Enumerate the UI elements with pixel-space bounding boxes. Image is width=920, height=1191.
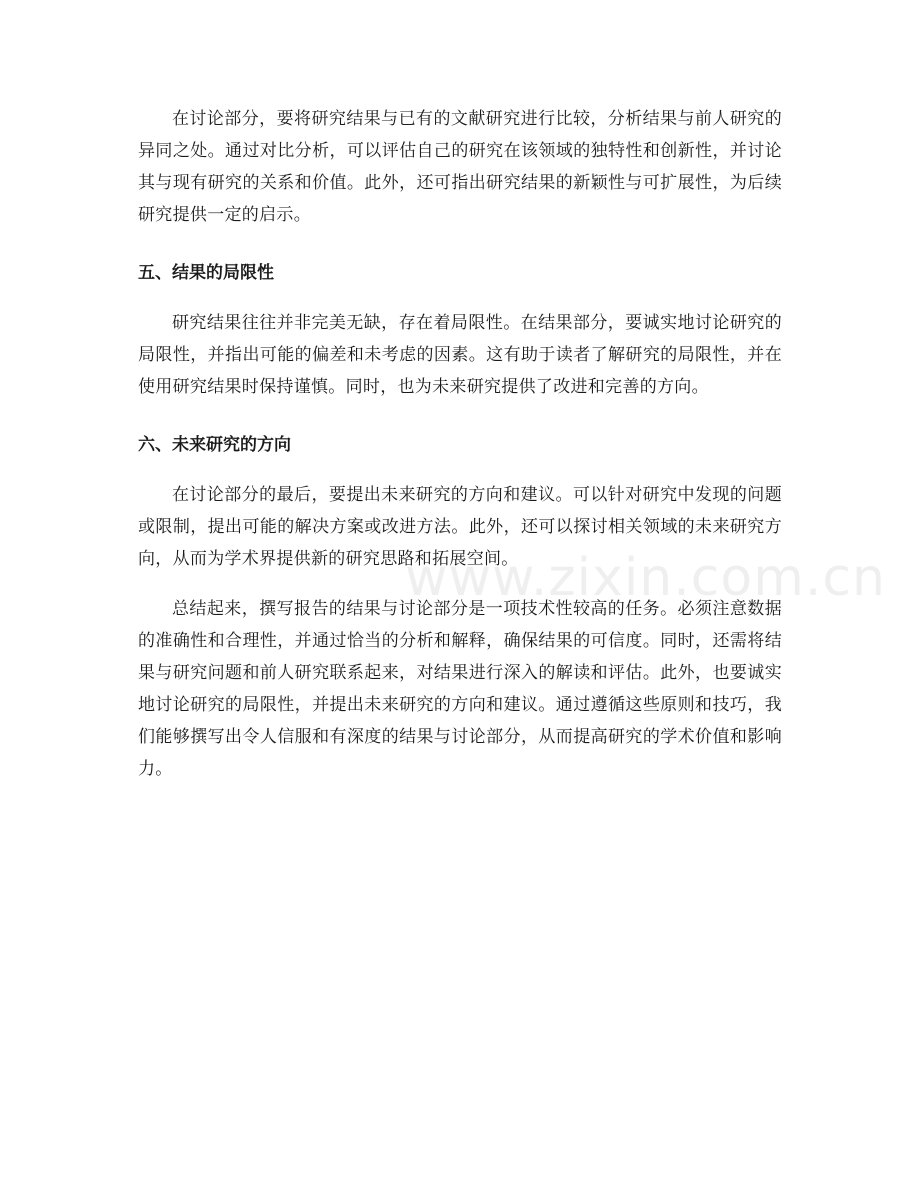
section-heading-future-research: 六、未来研究的方向	[138, 435, 291, 455]
paragraph-summary: 总结起来，撰写报告的结果与讨论部分是一项技术性较高的任务。必须注意数据的准确性和合理性，并通过恰当的分析和解释，确保结果的可信度。同时，还需将结果与研究问题和前人研究联系起来，对结果进行深入的解读和评估。此外，也要诚实地讨论研究的局限性，并提出未来研究的方向和建议。通过遵循这些原则和技巧，我们能够撰写出令人信服和有深度的结果与讨论部分，从而提高研究的学术价值和影响力。	[138, 599, 782, 779]
spacer	[138, 231, 782, 257]
document-page	[138, 103, 782, 785]
section-heading-limitations: 五、结果的局限性	[138, 263, 274, 283]
spacer	[138, 289, 782, 307]
spacer	[138, 461, 782, 479]
paragraph-limitations: 研究结果往往并非完美无缺，存在着局限性。在结果部分，要诚实地讨论研究的局限性，并指出可能的偏差和未考虑的因素。这有助于读者了解研究的局限性，并在使用研究结果时保持谨慎。同时，也为未来研究提供了改进和完善的方向。	[138, 313, 782, 397]
paragraph-discussion-comparison: 在讨论部分，要将研究结果与已有的文献研究进行比较，分析结果与前人研究的异同之处。通过对比分析，可以评估自己的研究在该领域的独特性和创新性，并讨论其与现有研究的关系和价值。此外，还可指出研究结果的新颖性与可扩展性，为后续研究提供一定的启示。	[138, 109, 782, 225]
spacer	[138, 403, 782, 429]
watermark-text: www.zixin.com.cn	[405, 548, 886, 608]
paragraph-future-research: 在讨论部分的最后，要提出未来研究的方向和建议。可以针对研究中发现的问题或限制，提出可能的解决方案或改进方法。此外，还可以探讨相关领域的未来研究方向，从而为学术界提供新的研究思路和拓展空间。	[138, 485, 782, 569]
spacer	[138, 575, 782, 593]
